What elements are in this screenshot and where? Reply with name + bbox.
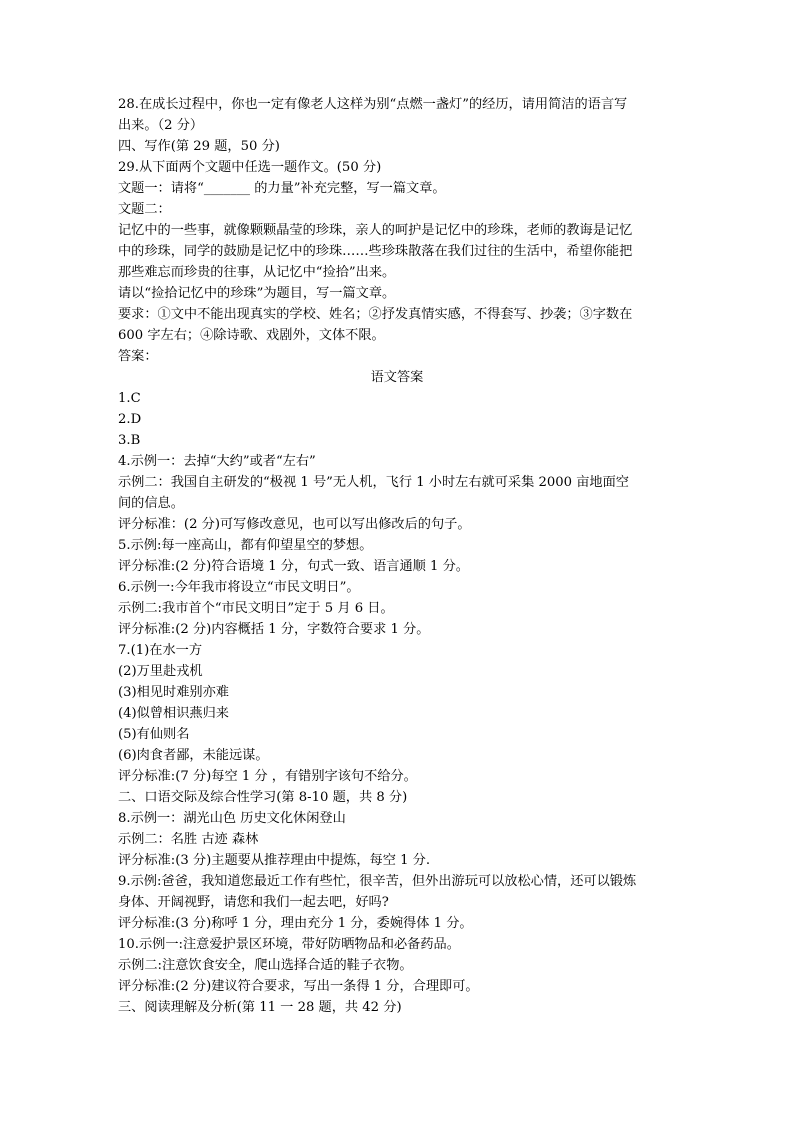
answer-2: 2.D [118,412,142,427]
answers-title: 语文答案 [370,370,424,385]
section-oral-heading: 二、口语交际及综合性学习(第 8-10 题，共 8 分) [118,790,408,805]
topic-two-title-line: 请以“捡拾记忆中的珍珠”为题目，写一篇文章。 [118,286,396,301]
answer-8-scoring: 评分标准:(3 分)主题要从推荐理由中提炼，每空 1 分. [118,853,431,868]
answer-6-example-2: 示例二:我市首个“市民文明日”定于 5 月 6 日。 [118,601,394,616]
answer-1: 1.C [118,391,141,406]
answer-9-example-2: 身体、开阔视野，请您和我们一起去吧，好吗? [118,895,389,910]
answers-label: 答案： [118,349,158,364]
topic-two-text-2: 中的珍珠，同学的鼓励是记忆中的珍珠……些珍珠散落在我们过往的生活中，希望你能把 [118,244,633,259]
answer-7-2: (2)万里赴戎机 [118,664,203,679]
q28-line-2: 出来。（2 分） [118,118,204,133]
answer-7-5: (5)有仙则名 [118,727,190,742]
topic-two-text-1: 记忆中的一些事，就像颗颗晶莹的珍珠，亲人的呵护是记忆中的珍珠，老师的教诲是记忆 [118,223,633,238]
answer-5-scoring: 评分标准:(2 分)符合语境 1 分，句式一致、语言通顺 1 分。 [118,559,469,574]
answer-9-scoring: 评分标准:(3 分)称呼 1 分，理由充分 1 分，委婉得体 1 分。 [118,916,473,931]
answer-7-1: 7.(1)在水一方 [118,643,203,658]
answer-8-example-2: 示例二：名胜 古迹 森林 [118,832,259,847]
answer-5-example: 5.示例:每一座高山，都有仰望星空的梦想。 [118,538,373,553]
answer-8-example-1: 8.示例一：湖光山色 历史文化休闲登山 [118,811,346,826]
section-writing-heading: 四、写作(第 29 题，50 分) [118,139,280,154]
topic-one: 文题一：请将“_______ 的力量”补充完整，写一篇文章。 [118,181,446,196]
topic-two-text-3: 那些难忘而珍贵的往事，从记忆中“捡拾”出来。 [118,265,396,280]
answer-10-example-1: 10.示例一:注意爱护景区环境，带好防晒物品和必备药品。 [118,937,460,952]
answer-3: 3.B [118,433,141,448]
answer-6-example-1: 6.示例一:今年我市将设立“市民文明日”。 [118,580,360,595]
answer-7-scoring: 评分标准:(7 分)每空 1 分 ，有错别字该句不给分。 [118,769,417,784]
topic-two-label: 文题二： [118,202,171,217]
answer-7-6: (6)肉食者鄙，未能远谋。 [118,748,269,763]
answer-10-example-2: 示例二:注意饮食安全，爬山选择合适的鞋子衣物。 [118,958,413,973]
requirements-line-2: 600 字左右；④除诗歌、戏剧外，文体不限。 [118,328,385,343]
answer-4-example-2: 示例二：我国自主研发的“极视 1 号”无人机，飞行 1 小时左右就可采集 2000 亩地面空 [118,475,629,490]
answer-7-3: (3)相见时难别亦难 [118,685,229,700]
q29-instruction: 29.从下面两个文题中任选一题作文。(50 分) [118,160,382,175]
answer-7-4: (4)似曾相识燕归来 [118,706,229,721]
answer-9-example-1: 9.示例:爸爸，我知道您最近工作有些忙，很辛苦，但外出游玩可以放松心情，还可以锻炼 [118,874,637,889]
answer-4-example-1: 4.示例一：去掉“大约”或者“左右” [118,454,316,469]
answer-4-scoring: 评分标准：(2 分)可写修改意见，也可以写出修改后的句子。 [118,517,471,532]
answer-6-scoring: 评分标准:(2 分)内容概括 1 分，字数符合要求 1 分。 [118,622,430,637]
q28-line-1: 28.在成长过程中，你也一定有像老人这样为别“点燃一盏灯”的经历，请用简洁的语言写 [118,97,628,112]
answer-4-example-2-cont: 间的信息。 [118,496,184,511]
answer-10-scoring: 评分标准:(2 分)建议符合要求，写出一条得 1 分，合理即可。 [118,979,479,994]
requirements-line-1: 要求：①文中不能出现真实的学校、姓名；②抒发真情实感，不得套写、抄袭；③字数在 [118,307,633,322]
section-reading-heading: 三、阅读理解及分析(第 11 一 28 题，共 42 分) [118,1000,402,1015]
